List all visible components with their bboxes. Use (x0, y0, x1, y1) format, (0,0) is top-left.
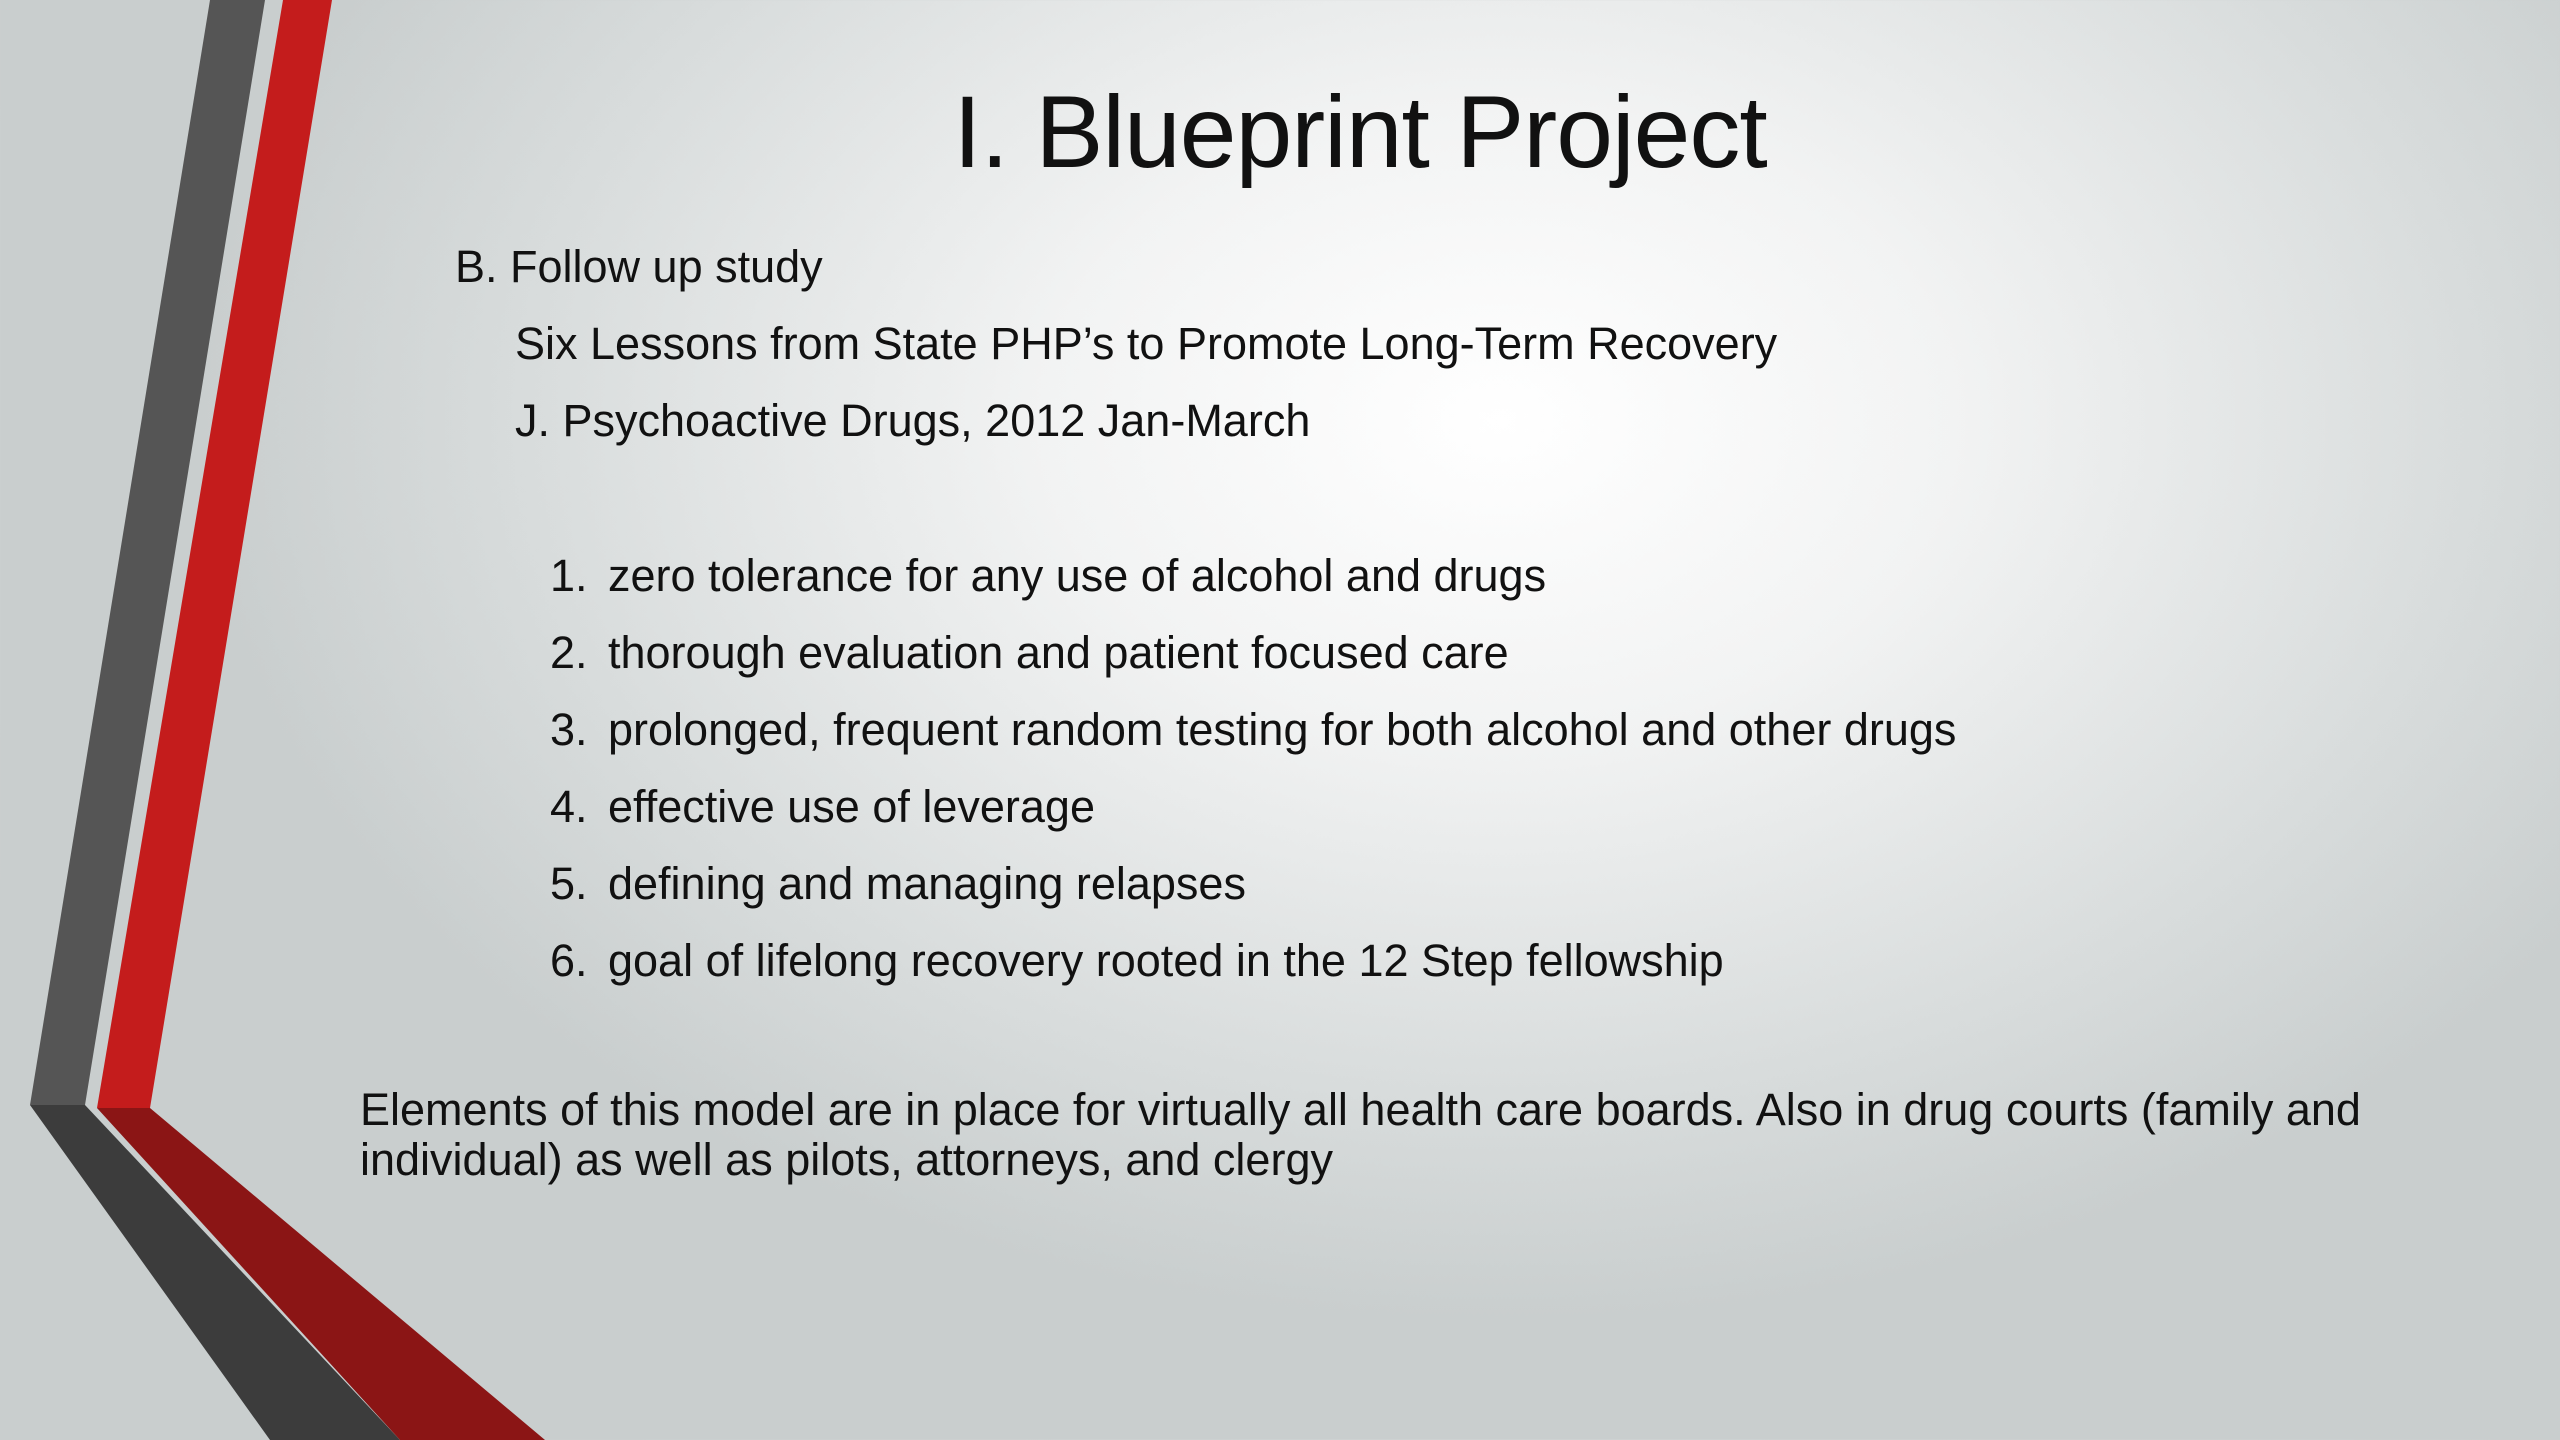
list-item-text: goal of lifelong recovery rooted in the 12 Step fellowship (608, 935, 1724, 986)
list-item-text: zero tolerance for any use of alcohol and drugs (608, 550, 1547, 601)
list-item (550, 856, 1956, 933)
list-item-text: thorough evaluation and patient focused care (608, 627, 1509, 678)
list-item (550, 548, 1956, 625)
list-item-text: defining and managing relapses (608, 858, 1246, 909)
list-item-number: 6. (550, 935, 588, 986)
list-item-number: 4. (550, 781, 588, 832)
list-item-number: 3. (550, 704, 588, 755)
list-item (550, 933, 1956, 1010)
lessons-list (550, 548, 1956, 1010)
citation: J. Psychoactive Drugs, 2012 Jan-March (515, 395, 1311, 446)
section-heading: B. Follow up study (455, 241, 823, 292)
list-item-number: 2. (550, 627, 588, 678)
study-title: Six Lessons from State PHP’s to Promote Long-Term Recovery (515, 318, 1778, 369)
list-item (550, 779, 1956, 856)
slide-title: I. Blueprint Project (953, 75, 1767, 189)
list-item-text: effective use of leverage (608, 781, 1095, 832)
list-item-number: 1. (550, 550, 588, 601)
list-item (550, 702, 1956, 779)
footer-note: Elements of this model are in place for virtually all health care boards. Also in drug courts (family and individual) as well as pilots, attorneys, and clergy (360, 1084, 2361, 1185)
list-item-text: prolonged, frequent random testing for both alcohol and other drugs (608, 704, 1957, 755)
list-item-number: 5. (550, 858, 588, 909)
list-item (550, 625, 1956, 702)
